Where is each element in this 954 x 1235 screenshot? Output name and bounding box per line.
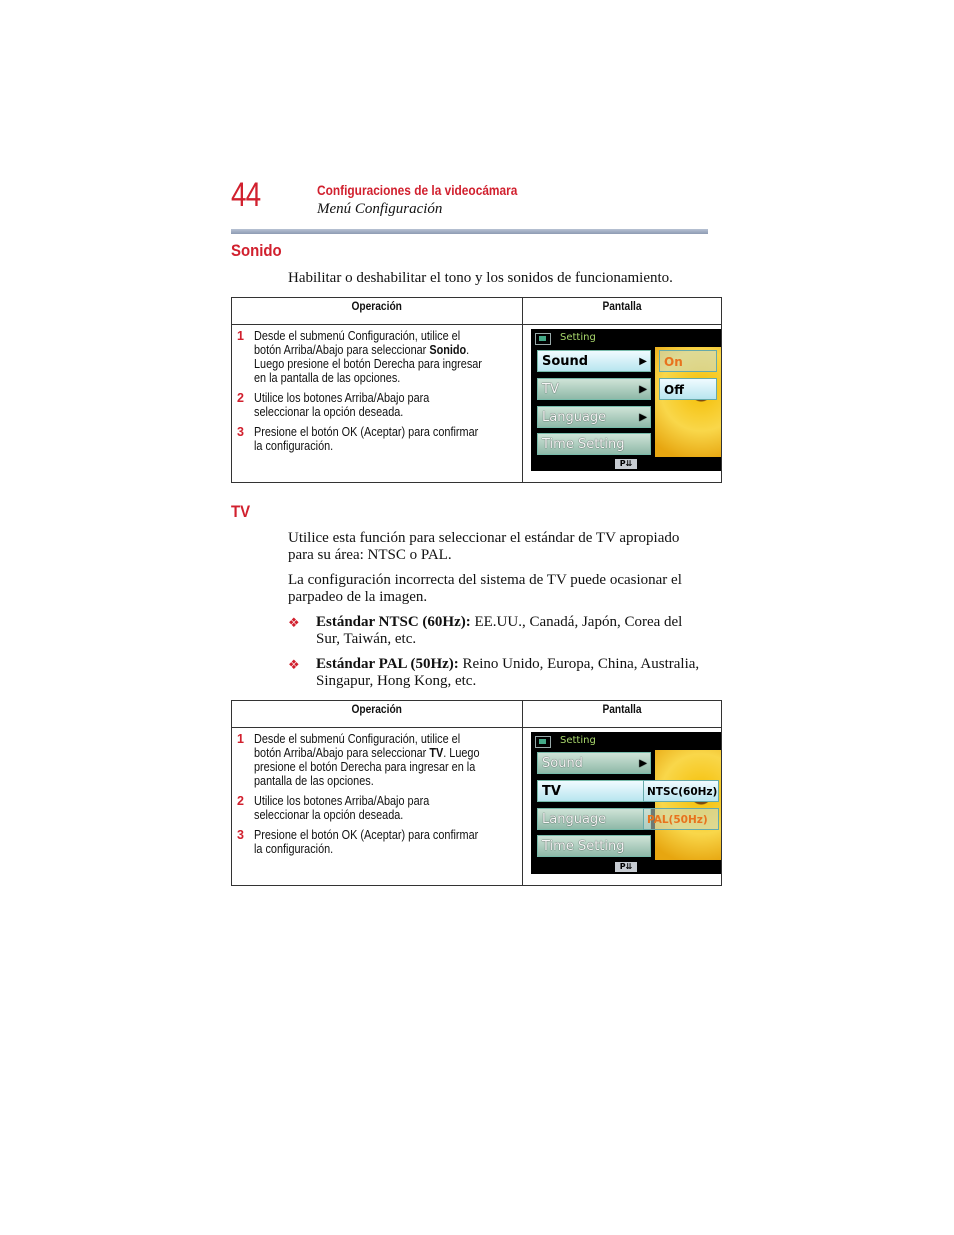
- option-ntsc[interactable]: NTSC(60Hz): [643, 780, 719, 802]
- menu-item-sound[interactable]: Sound ▶: [537, 350, 651, 372]
- tv-paragraph-1: Utilice esta función para seleccionar el estándar de TV apropiado para su área: NTSC o PAL.: [288, 530, 680, 563]
- screen-topbar: [531, 329, 721, 347]
- step-item: 2 Utilice los botones Arriba/Abajo para seleccionar la opción deseada.: [237, 391, 430, 419]
- menu-item-sound[interactable]: Sound ▶: [537, 752, 651, 774]
- chapter-title: Configuraciones de la videocámara: [317, 182, 518, 198]
- camera-screen-sound: [531, 329, 721, 471]
- page-button[interactable]: P⇊: [615, 862, 637, 872]
- step-item: 1 Desde el submenú Configuración, utilice el botón Arriba/Abajo para seleccionar TV. Luego presione el botón Derecha para ingresar en la pantalla de las opciones.: [237, 732, 480, 788]
- arrow-right-icon: ▶: [639, 384, 647, 395]
- flower-image: [655, 750, 721, 860]
- option-pal[interactable]: PAL(50Hz): [643, 808, 719, 830]
- step-item: 3 Presione el botón OK (Aceptar) para confirmar la configuración.: [237, 828, 479, 856]
- setting-icon: [535, 333, 551, 345]
- screen-cell: [523, 325, 722, 483]
- screen-bottombar: [531, 457, 721, 471]
- menu-item-language[interactable]: Language ▶: [537, 406, 651, 428]
- menu-item-tv[interactable]: TV: [537, 780, 645, 802]
- menu-item-language[interactable]: Language: [537, 808, 651, 830]
- col-screen: Pantalla: [523, 701, 722, 728]
- tv-heading: TV: [231, 502, 251, 521]
- step-item: 1 Desde el submenú Configuración, utilice el botón Arriba/Abajo para seleccionar Sonido. Luego presione el botón Derecha para ingresar en la pantalla de las opciones.: [237, 329, 482, 385]
- operation-steps: [232, 325, 523, 483]
- bullet-icon: ❖: [288, 615, 300, 630]
- tv-table: [231, 700, 722, 886]
- col-operation: Operación: [232, 298, 523, 325]
- option-off[interactable]: Off: [659, 378, 717, 400]
- arrow-right-icon: ▶: [639, 412, 647, 423]
- page-number: 44: [231, 176, 261, 214]
- page-button[interactable]: P⇊: [615, 459, 637, 469]
- arrow-right-icon: ▶: [639, 758, 647, 769]
- screen-title: Setting: [560, 735, 596, 746]
- screen-topbar: [531, 732, 721, 750]
- header-rule: [231, 229, 708, 234]
- sonido-description: Habilitar o deshabilitar el tono y los sonidos de funcionamiento.: [288, 270, 673, 286]
- step-item: 2 Utilice los botones Arriba/Abajo para seleccionar la opción deseada.: [237, 794, 430, 822]
- operation-steps: [232, 728, 523, 886]
- setting-icon: [535, 736, 551, 748]
- bullet-icon: ❖: [288, 657, 300, 672]
- menu-item-tv[interactable]: TV ▶: [537, 378, 651, 400]
- sonido-heading: Sonido: [231, 241, 282, 260]
- menu-item-time-setting[interactable]: Time Setting: [537, 433, 651, 455]
- camera-screen-tv: [531, 732, 721, 874]
- arrow-right-icon: ▶: [639, 356, 647, 367]
- menu-item-time-setting[interactable]: Time Setting: [537, 835, 651, 857]
- tv-paragraph-2: La configuración incorrecta del sistema de TV puede ocasionar el parpadeo de la imagen.: [288, 572, 682, 605]
- sonido-table: [231, 297, 722, 483]
- step-item: 3 Presione el botón OK (Aceptar) para confirmar la configuración.: [237, 425, 479, 453]
- screen-cell: [523, 728, 722, 886]
- section-title: Menú Configuración: [317, 201, 443, 217]
- col-screen: Pantalla: [523, 298, 722, 325]
- option-on[interactable]: On: [659, 350, 717, 372]
- col-operation: Operación: [232, 701, 523, 728]
- screen-title: Setting: [560, 332, 596, 343]
- screen-bottombar: [531, 860, 721, 874]
